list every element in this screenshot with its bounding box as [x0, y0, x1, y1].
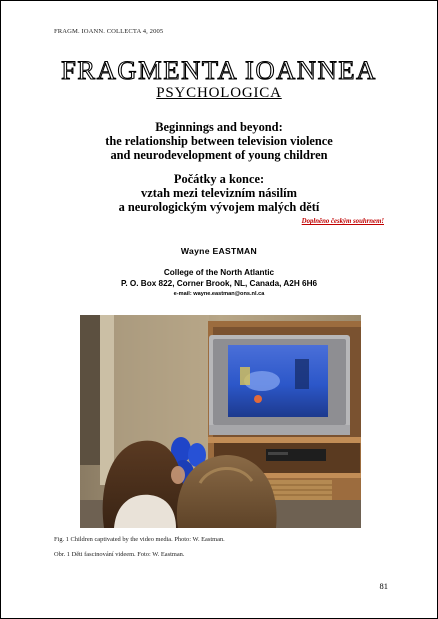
photo-children-watching-tv-icon: [80, 315, 361, 528]
figure-caption-czech: Obr. 1 Děti fascinování videem. Foto: W. Eastman.: [54, 551, 185, 558]
article-title-english: [1, 121, 437, 162]
article-title-en-line-1: Beginnings and beyond:: [155, 120, 283, 134]
author-affiliation: [1, 268, 437, 289]
figure-photo: [80, 315, 361, 528]
article-title-cz-line-1: Počátky a konce:: [173, 172, 265, 186]
article-title-cz-line-3: a neurologickým vývojem malých dětí: [118, 199, 320, 214]
institution: College of the North Atlantic: [163, 268, 275, 277]
article-title-czech: [1, 173, 437, 214]
czech-summary-link[interactable]: Doplněno českým souhrnem!: [301, 218, 384, 225]
article-title-en-line-3: and neurodevelopment of young children: [110, 147, 328, 162]
journal-header: FRAGM. IOANN. COLLECTA 4, 2005: [54, 28, 164, 35]
author-name: Wayne EASTMAN: [180, 246, 258, 256]
figure-caption-english: Fig. 1 Children captivated by the video media. Photo: W. Eastman.: [54, 536, 225, 543]
article-title-en-line-2: the relationship between television violence: [105, 133, 333, 148]
author-email[interactable]: e-mail: wayne.eastman@ons.nl.ca: [173, 291, 265, 297]
journal-title: FRAGMENTA IOANNEA: [61, 55, 377, 85]
journal-subtitle: PSYCHOLOGICA: [156, 85, 282, 101]
page-number: 81: [379, 581, 388, 591]
postal-address: P. O. Box 822, Corner Brook, NL, Canada, A2H 6H6: [120, 278, 318, 288]
article-title-cz-line-2: vztah mezi televizním násilím: [141, 185, 297, 200]
